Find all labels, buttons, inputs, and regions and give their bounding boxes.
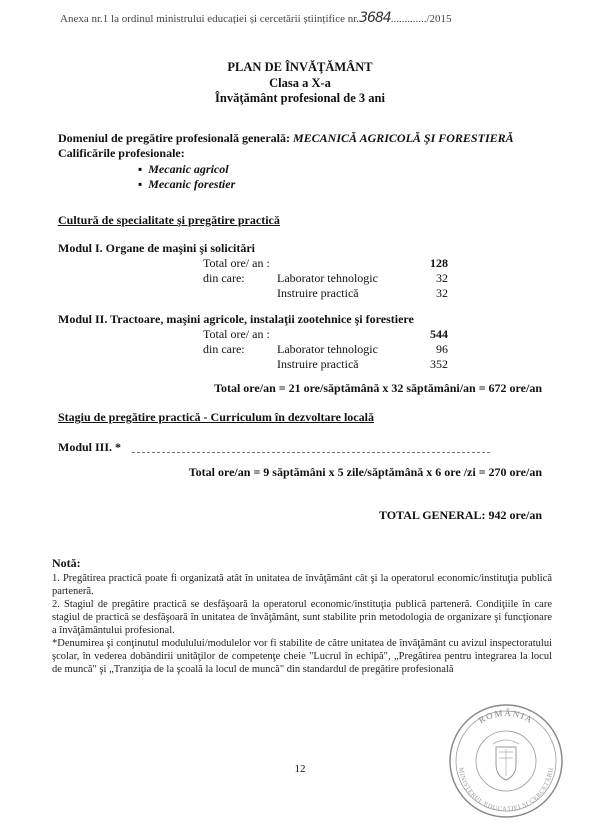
module2-total-value: 544 xyxy=(430,327,448,341)
module1-instr-label: Instruire practică xyxy=(277,286,359,300)
module2-instr-label: Instruire practică xyxy=(277,357,359,371)
qualification-item: ▪ Mecanic agricol xyxy=(138,162,229,176)
education-type: Învăţământ profesional de 3 ani xyxy=(215,91,385,105)
module1-lab-label: Laborator tehnologic xyxy=(277,271,378,285)
notes-body xyxy=(52,572,552,676)
official-stamp xyxy=(447,702,565,820)
module2-lab-label: Laborator tehnologic xyxy=(277,342,378,356)
domain-label: Domeniul de pregătire profesională generală: xyxy=(58,131,290,145)
svg-text:MINISTERUL EDUCAȚIEI ȘI CERCET: MINISTERUL EDUCAȚIEI ȘI CERCETĂRII xyxy=(457,766,555,814)
qualifications-label: Calificările profesionale: xyxy=(58,146,185,160)
page-number: 12 xyxy=(294,763,306,775)
annex-suffix: ............./2015 xyxy=(390,13,452,25)
module1-din-care: din care: xyxy=(203,271,245,285)
module1-total-label: Total ore/ an : xyxy=(203,256,270,270)
annex-line xyxy=(60,10,452,26)
module1-instr-value: 32 xyxy=(436,286,448,300)
module1-lab-value: 32 xyxy=(436,271,448,285)
section2-total-line: Total ore/an = 9 săptămâni x 5 zile/săptămână x 6 ore /zi = 270 ore/an xyxy=(188,465,542,479)
section1-total-line: Total ore/an = 21 ore/săptămână x 32 săptămâni/an = 672 ore/an xyxy=(214,381,542,395)
module2-din-care: din care: xyxy=(203,342,245,356)
handwritten-order-number: 3684 xyxy=(359,10,391,26)
page-title: PLAN DE ÎNVĂŢĂMÂNT xyxy=(227,60,373,74)
domain-line xyxy=(58,131,514,146)
class-title: Clasa a X-a xyxy=(269,76,331,90)
module2-lab-value: 96 xyxy=(436,342,448,356)
note-item: 2. Stagiul de pregătire practică se desfăşoară la operatorul economic/instituţia publică parteneră. Condiţiile în care stagiul de practică se desfăşoară în unitatea de învăţământ, sunt stabilite prin metodologia de organizare şi funcţionare a învăţământului profesional. xyxy=(52,599,552,636)
module2-title: Modul II. Tractoare, maşini agricole, instalaţii zootehnice şi forestiere xyxy=(58,312,414,326)
note-footnote: *Denumirea şi conţinutul modulului/modulelor vor fi stabilite de către unitatea de învăţământ cu avizul inspectoratului şcolar, în vederea dobândirii unităţilor de competenţe cheie "Lucrul în echipă", „Pregătirea pentru integrarea la locul de muncă" şi „Tranziţia de la şcoală la locul de muncă" din standardul de pregătire profesională xyxy=(52,638,552,675)
notes-heading: Notă: xyxy=(52,556,81,570)
module1-total-value: 128 xyxy=(430,256,448,270)
annex-prefix: Anexa nr.1 la ordinul ministrului educației și cercetării științifice nr. xyxy=(60,13,360,25)
svg-text:ROMÂNIA: ROMÂNIA xyxy=(476,707,536,726)
section-heading-specialty: Cultură de specialitate şi pregătire practică xyxy=(58,213,280,227)
note-item: 1. Pregătirea practică poate fi organizată atât în unitatea de învăţământ cât şi la operatorul economic/instituţia publică parteneră. xyxy=(52,573,552,597)
total-general: TOTAL GENERAL: 942 ore/an xyxy=(378,508,542,522)
module2-instr-value: 352 xyxy=(430,357,448,371)
module2-total-label: Total ore/ an : xyxy=(203,327,270,341)
stamp-seal-icon xyxy=(447,702,565,820)
module3-blank-line xyxy=(132,452,490,453)
module3-title: Modul III. * xyxy=(58,440,122,454)
domain-value: MECANICĂ AGRICOLĂ ŞI FORESTIERĂ xyxy=(292,131,514,145)
qualification-item: ▪ Mecanic forestier xyxy=(138,177,236,191)
section-heading-internship: Stagiu de pregătire practică - Curriculum în dezvoltare locală xyxy=(58,410,374,424)
module1-title: Modul I. Organe de maşini şi solicitări xyxy=(58,241,256,255)
